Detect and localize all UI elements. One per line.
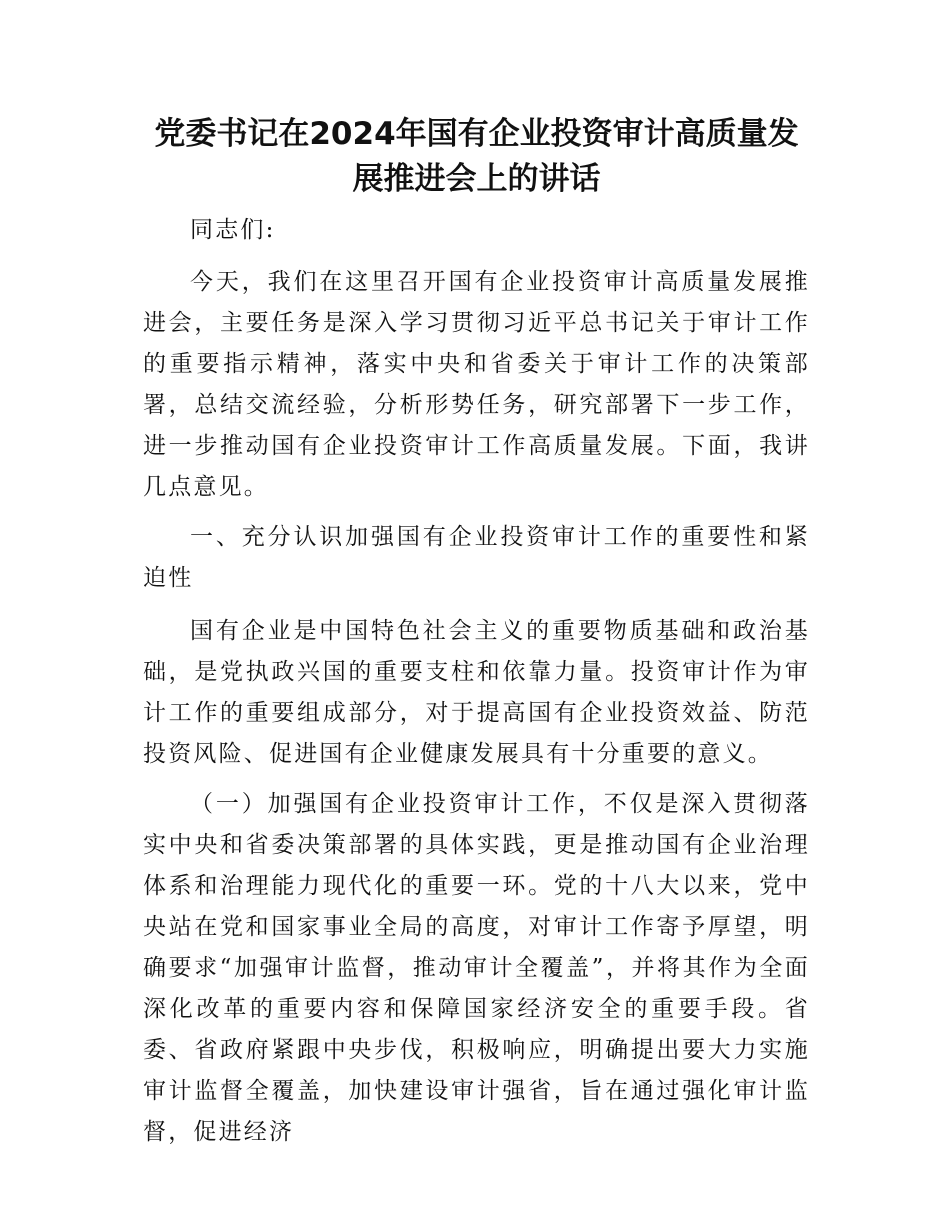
paragraph-opening: 今天，我们在这里召开国有企业投资审计高质量发展推进会，主要任务是深入学习贯彻习近平总书记关于审计工作的重要指示精神，落实中央和省委关于审计工作的决策部署，总结交流经验，分析形势任务，研究部署下一步工作，进一步推动国有企业投资审计工作高质量发展。下面，我讲几点意见。 <box>143 269 810 500</box>
paragraph-state-enterprises: 国有企业是中国特色社会主义的重要物质基础和政治基础，是党执政兴国的重要支柱和依靠力量。投资审计作为审计工作的重要组成部分，对于提高国有企业投资效益、防范投资风险、促进国有企业健康发展具有十分重要的意义。 <box>143 618 810 767</box>
salutation: 同志们: <box>190 217 276 243</box>
document-title: 党委书记在2024年国有企业投资审计高质量发展推进会上的讲话 <box>154 116 799 197</box>
document-page <box>143 112 810 1162</box>
section-heading-1: 一、充分认识加强国有企业投资审计工作的重要性和紧迫性 <box>143 524 810 591</box>
paragraph-subpoint-1: （一）加强国有企业投资审计工作，不仅是深入贯彻落实中央和省委决策部署的具体实践，更是推动国有企业治理体系和治理能力现代化的重要一环。党的十八大以来，党中央站在党和国家事业全局的高度，对审计工作寄予厚望，明确要求“加强审计监督，推动审计全覆盖”，并将其作为全面深化改革的重要内容和保障国家经济安全的重要手段。省委、省政府紧跟中央步伐，积极响应，明确提出要大力实施审计监督全覆盖，加快建设审计强省，旨在通过强化审计监督，促进经济 <box>143 791 810 1145</box>
